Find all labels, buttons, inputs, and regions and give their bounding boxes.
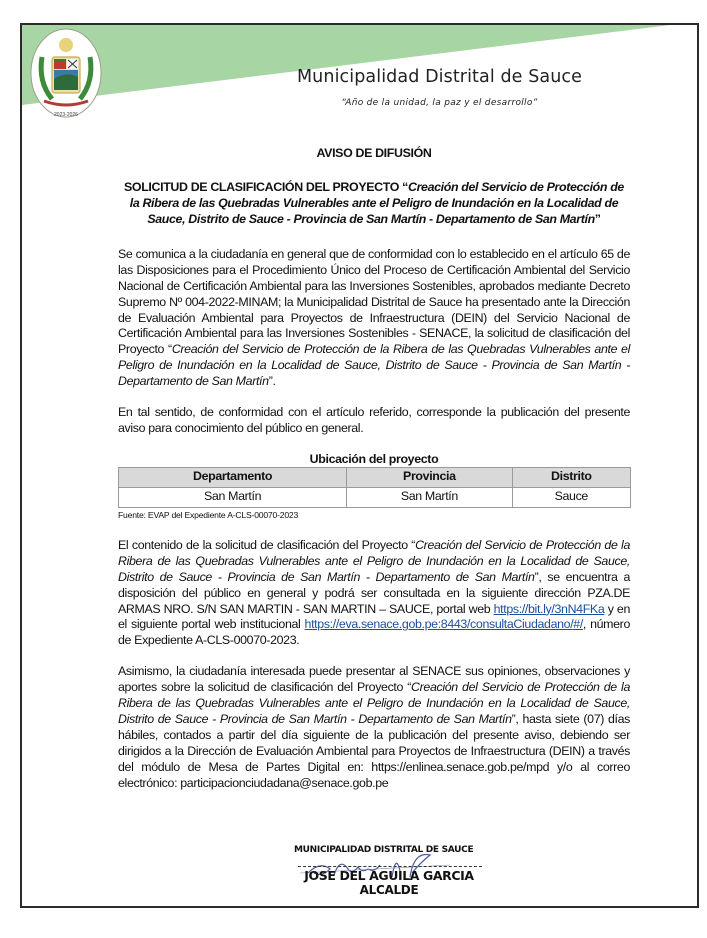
notice-title: AVISO DE DIFUSIÓN: [316, 146, 432, 160]
subject-prefix: SOLICITUD DE CLASIFICACIÓN DEL PROYECTO “: [124, 179, 408, 194]
subject-project-name: Creación del Servicio de Protección de la Ribera de las Quebradas Vulnerables ante el Peligro de Inundación en la Localidad de Sauce, Distrito de Sauce - Provincia de San Martín - Departamento de San Martín: [129, 179, 624, 226]
senace-portal-link[interactable]: https://eva.senace.gob.pe:8443/consultaCiudadano/#/: [304, 617, 583, 632]
paragraph-availability: [118, 538, 630, 649]
paragraph-text: ”.: [268, 374, 276, 389]
notice-content: [118, 146, 630, 806]
table-source-note: Fuente: EVAP del Expediente A-CLS-00070-2023: [118, 509, 299, 520]
paragraph-text: Se comunica a la ciudadanía en general que de conformidad con lo establecido en el artículo 65 de las Disposiciones para el Procedimiento Único del Proceso de Certificación Ambiental del Servicio Nacional de Certificación Ambiental para las Inversiones Sostenibles, aprobados mediante Decreto Supremo Nº 004-2022-MINAM; la Municipalidad Distrital de Sauce ha presentado ante la Dirección de Evaluación Ambiental para Proyectos de Infraestructura (DEIN) del Servicio Nacional de Certificación Ambiental para las Inversiones Sostenibles - SENACE, la solicitud de clasificación del Proyecto “: [118, 246, 630, 357]
paragraph-text: ”, se encuentra a disposición del público en general y podrá ser consultada en la siguiente dirección PZA.DE ARMAS NRO. S/N SAN MARTIN - SAN MARTIN – SAUCE, portal web: [118, 569, 630, 616]
table-caption: Ubicación del proyecto: [309, 451, 439, 466]
paragraph-publication: En tal sentido, de conformidad con el artículo referido, corresponde la publicación del presente aviso para conocimiento del público en general.: [118, 405, 630, 435]
paragraph-text: El contenido de la solicitud de clasificación del Proyecto “: [118, 537, 416, 552]
bitly-link[interactable]: https://bit.ly/3nN4FKa: [493, 601, 605, 616]
cell-district: Sauce: [512, 487, 630, 507]
paragraph-text: ”, hasta siete (07) días hábiles, contados a partir del día siguiente de la publicación del presente aviso, debiendo ser dirigidos a la Dirección de Evaluación Ambiental para Proyectos de Infraestructura (DEIN) a través del módulo de Mesa de Partes Digital en: https://enlinea.senace.gob.pe/mpd y/o al correo electrónico: participacionciudadana@senace.gob.pe: [118, 711, 630, 790]
table-row: [119, 487, 631, 507]
paragraph-observations: [118, 664, 630, 791]
year-motto: “Año de la unidad, la paz y el desarrollo”: [341, 98, 538, 108]
project-name: Creación del Servicio de Protección de la Ribera de las Quebradas Vulnerables ante el Peligro de Inundación en la Localidad de Sauce, Distrito de Sauce - Provincia de San Martín - Departamento de San Martín: [118, 342, 630, 389]
svg-text:2023-2026: 2023-2026: [54, 112, 78, 118]
column-header-department: Departamento: [119, 467, 347, 487]
municipality-title: Municipalidad Distrital de Sauce: [296, 67, 583, 87]
signature-organization: MUNICIPALIDAD DISTRITAL DE SAUCE: [294, 845, 474, 855]
signatory-role: ALCALDE: [359, 883, 419, 897]
header-green-band: [22, 25, 697, 105]
cell-department: San Martín: [119, 487, 347, 507]
notice-subject: [118, 179, 630, 227]
signatory-name: JOSE DEL AGUILA GARCIA: [304, 868, 474, 883]
project-name: Creación del Servicio de Protección de la Ribera de las Quebradas Vulnerables ante el Peligro de Inundación en la Localidad de Sauce, Distrito de Sauce - Provincia de San Martín - Departamento de San Martín: [118, 680, 630, 726]
paragraph-text: y en el siguiente portal web institucional: [118, 601, 630, 632]
document-page: [20, 23, 699, 908]
cell-province: San Martín: [347, 487, 512, 507]
signature-line: [298, 866, 482, 867]
column-header-province: Provincia: [347, 467, 512, 487]
project-name: Creación del Servicio de Protección de la Ribera de las Quebradas Vulnerables ante el Peligro de Inundación en la Localidad de Sauce, Distrito de Sauce - Provincia de San Martín - Departamento de San Martín: [118, 537, 630, 584]
paragraph-announcement: [118, 247, 630, 390]
signature-block: [22, 835, 697, 908]
column-header-district: Distrito: [512, 467, 630, 487]
paragraph-text: Asimismo, la ciudadanía interesada puede presentar al SENACE sus opiniones, observaciones y aportes sobre la solicitud de clasificación del Proyecto “: [118, 664, 630, 695]
paragraph-text: , número de Expediente A-CLS-00070-2023.: [118, 617, 631, 648]
table-header-row: [119, 467, 631, 487]
project-location-table: [118, 467, 631, 508]
subject-suffix: ”: [594, 211, 601, 226]
